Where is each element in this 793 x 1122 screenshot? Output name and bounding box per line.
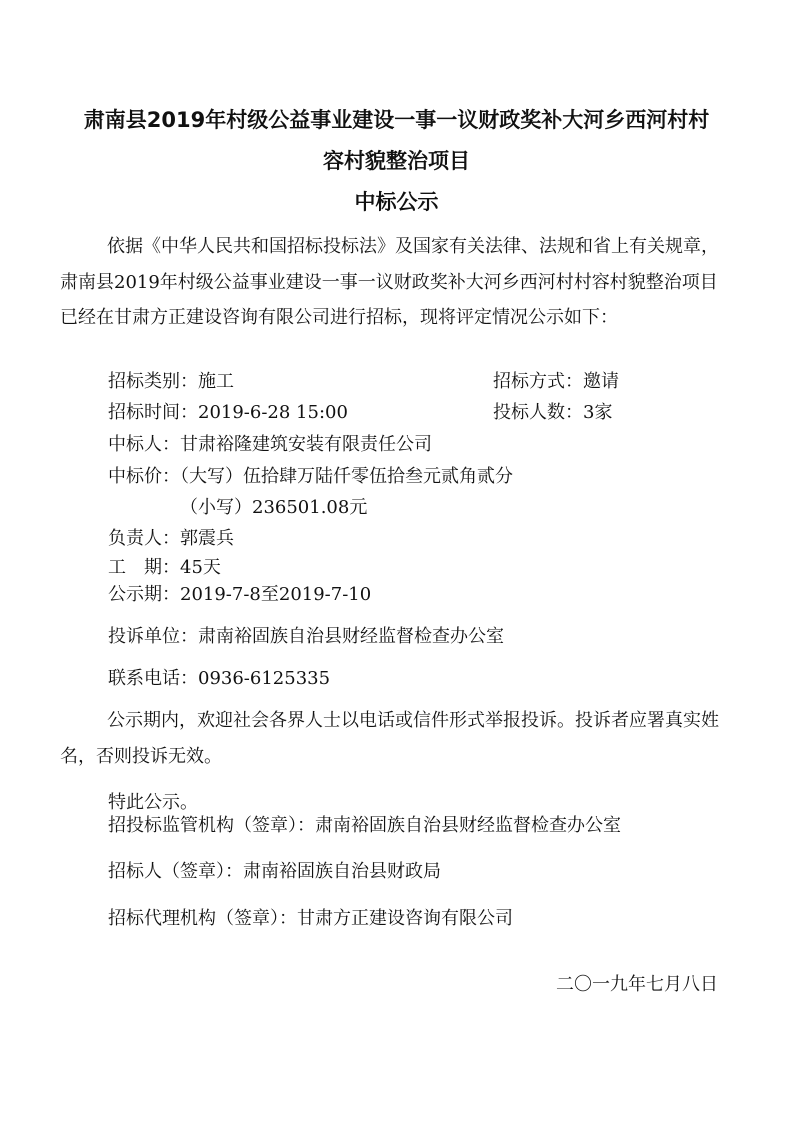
manager: 负责人：郭震兵 bbox=[108, 528, 234, 549]
title-line-1: 肃南县2019年村级公益事业建设一事一议财政奖补大河乡西河村村 bbox=[83, 108, 710, 132]
duration: 工 期：45天 bbox=[108, 557, 221, 578]
tenderer-signature-line: 招标人（签章）：肃南裕固族自治县财政局 bbox=[108, 861, 441, 882]
complaint-unit: 投诉单位：肃南裕固族自治县财经监督检查办公室 bbox=[108, 626, 504, 647]
agent-signature-line: 招标代理机构（签章）：甘肃方正建设咨询有限公司 bbox=[108, 908, 513, 929]
contact-phone: 联系电话：0936-6125335 bbox=[108, 668, 331, 689]
complaint-note: 公示期内，欢迎社会各界人士以电话或信件形式举报投诉。投诉者应署真实姓名，否则投诉无效。 bbox=[60, 710, 719, 767]
title-line-2: 容村貌整治项目 bbox=[323, 149, 470, 173]
bid-method: 招标方式：邀请 bbox=[493, 371, 619, 392]
price-lower: （小写）236501.08元 bbox=[180, 497, 368, 518]
intro-paragraph: 依据《中华人民共和国招标投标法》及国家有关法律、法规和省上有关规章，肃南县2019年村级公益事业建设一事一议财政奖补大河乡西河村村容村貌整治项目已经在甘肃方正建设咨询有限公司进行招标，现将评定情况公示如下： bbox=[60, 236, 719, 328]
closing-text: 特此公示。 bbox=[108, 792, 198, 813]
price-upper: 中标价：（大写）伍拾肆万陆仟零伍拾叁元贰角贰分 bbox=[108, 466, 513, 487]
supervisor-signature-line: 招投标监管机构（签章）：肃南裕固族自治县财经监督检查办公室 bbox=[108, 815, 621, 836]
document-date: 二〇一九年七月八日 bbox=[556, 974, 718, 995]
bid-time: 招标时间：2019-6-28 15:00 bbox=[108, 402, 348, 423]
notice-period: 公示期：2019-7-8至2019-7-10 bbox=[108, 584, 372, 605]
subtitle: 中标公示 bbox=[354, 190, 439, 214]
winner: 中标人：甘肃裕隆建筑安装有限责任公司 bbox=[108, 434, 432, 455]
bid-type: 招标类别：施工 bbox=[108, 371, 234, 392]
bidder-count: 投标人数：3家 bbox=[493, 402, 613, 423]
